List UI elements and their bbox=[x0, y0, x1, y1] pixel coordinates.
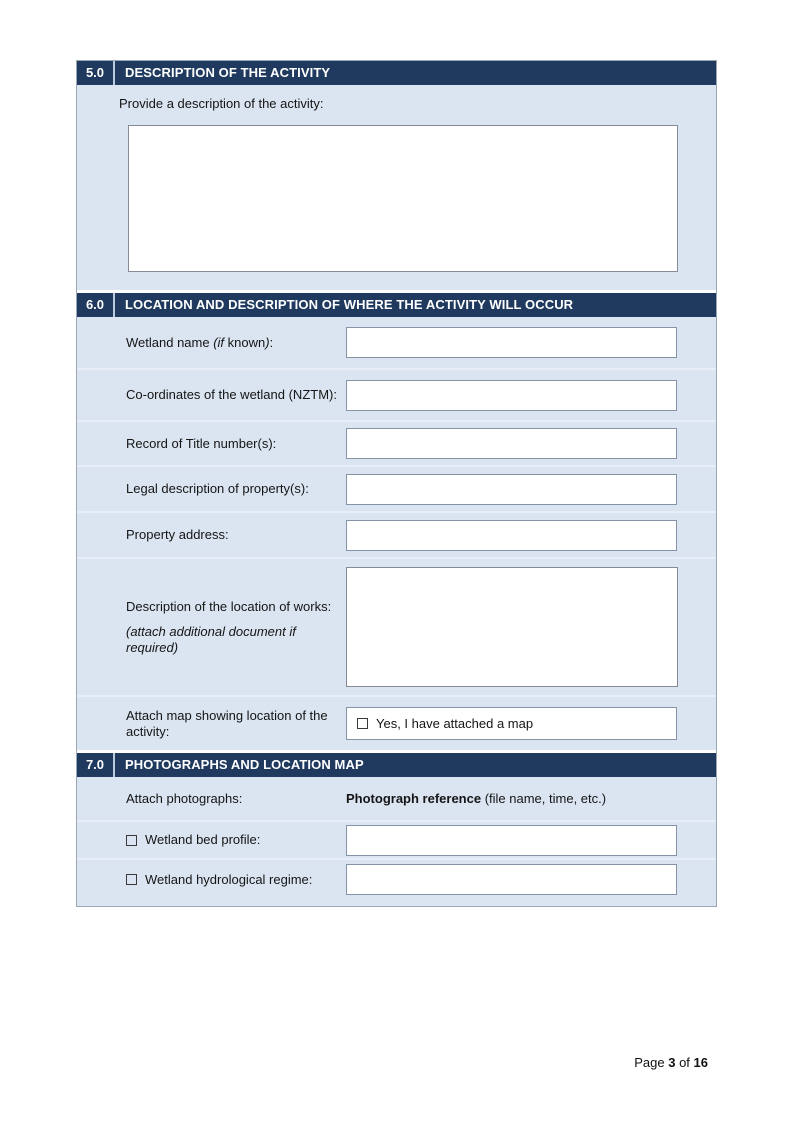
section-7-body bbox=[77, 777, 716, 906]
attach-map-row bbox=[77, 695, 716, 750]
works-location-label: Description of the location of works: bbox=[126, 598, 332, 614]
wetland-hydrological-regime-row bbox=[77, 858, 716, 899]
label-text: : bbox=[269, 334, 274, 350]
footer-text: Page bbox=[634, 1055, 669, 1070]
record-of-title-label: Record of Title number(s): bbox=[126, 435, 277, 451]
coordinates-row bbox=[77, 368, 716, 420]
activity-description-prompt: Provide a description of the activity: bbox=[119, 96, 324, 111]
wetland-bed-profile-row bbox=[77, 820, 716, 858]
record-of-title-input[interactable] bbox=[346, 428, 677, 459]
photograph-reference-header bbox=[346, 791, 606, 807]
section-7-title: PHOTOGRAPHS AND LOCATION MAP bbox=[125, 757, 364, 772]
section-6-number: 6.0 bbox=[77, 293, 115, 317]
label-text: known bbox=[227, 334, 266, 350]
section-6-header bbox=[77, 293, 716, 317]
wetland-hydrological-regime-label: Wetland hydrological regime: bbox=[145, 871, 313, 887]
legal-description-row bbox=[77, 465, 716, 511]
label-text-italic: (if bbox=[213, 334, 228, 350]
property-address-label: Property address: bbox=[126, 527, 229, 542]
footer-text: of bbox=[675, 1055, 694, 1070]
section-5-number: 5.0 bbox=[77, 61, 115, 85]
photographs-header-row bbox=[77, 777, 716, 820]
photograph-reference-bold: Photograph reference bbox=[346, 790, 482, 806]
property-address-input[interactable] bbox=[346, 520, 677, 551]
section-7-header bbox=[77, 753, 716, 777]
attach-map-checkbox-label: Yes, I have attached a map bbox=[376, 715, 534, 731]
section-5-header bbox=[77, 61, 716, 85]
wetland-bed-profile-label: Wetland bed profile: bbox=[145, 832, 261, 847]
legal-description-input[interactable] bbox=[346, 474, 677, 505]
property-address-row bbox=[77, 511, 716, 557]
section-5-body bbox=[77, 85, 716, 290]
wetland-bed-profile-input[interactable] bbox=[346, 825, 677, 856]
attach-map-label: Attach map showing location of the activity: bbox=[126, 707, 328, 739]
wetland-name-label bbox=[126, 335, 338, 351]
works-location-label-block bbox=[126, 599, 338, 656]
legal-description-label: Legal description of property(s): bbox=[126, 481, 309, 496]
section-5-title: DESCRIPTION OF THE ACTIVITY bbox=[125, 65, 331, 80]
photograph-reference-rest: (file name, time, etc.) bbox=[481, 790, 607, 806]
attach-photographs-label: Attach photographs: bbox=[126, 790, 243, 806]
application-form bbox=[76, 60, 717, 907]
coordinates-label: Co-ordinates of the wetland (NZTM): bbox=[126, 387, 337, 402]
attach-map-checkbox-icon[interactable] bbox=[357, 718, 368, 729]
label-text: Wetland name bbox=[126, 334, 214, 350]
coordinates-input[interactable] bbox=[346, 380, 677, 411]
wetland-bed-profile-checkbox-icon[interactable] bbox=[126, 835, 137, 846]
section-6-title: LOCATION AND DESCRIPTION OF WHERE THE ACTIVITY WILL OCCUR bbox=[125, 297, 574, 312]
footer-total-pages: 16 bbox=[693, 1055, 708, 1070]
footer-current-page: 3 bbox=[668, 1055, 676, 1070]
activity-description-textarea[interactable] bbox=[128, 125, 678, 272]
wetland-hydrological-regime-label-block bbox=[126, 872, 338, 888]
works-location-row bbox=[77, 557, 716, 695]
wetland-bed-profile-label-block bbox=[126, 832, 338, 848]
wetland-name-row bbox=[77, 317, 716, 368]
page-number-footer bbox=[634, 1055, 708, 1071]
works-location-textarea[interactable] bbox=[346, 567, 678, 687]
wetland-hydrological-regime-input[interactable] bbox=[346, 864, 677, 895]
attach-map-answer-box bbox=[346, 707, 677, 740]
label-text-italic: ) bbox=[265, 334, 270, 350]
works-location-note: (attach additional document if required) bbox=[126, 623, 296, 655]
wetland-hydrological-regime-checkbox-icon[interactable] bbox=[126, 874, 137, 885]
record-of-title-row bbox=[77, 420, 716, 465]
section-6-body bbox=[77, 317, 716, 750]
wetland-name-input[interactable] bbox=[346, 327, 677, 358]
section-7-number: 7.0 bbox=[77, 753, 115, 777]
